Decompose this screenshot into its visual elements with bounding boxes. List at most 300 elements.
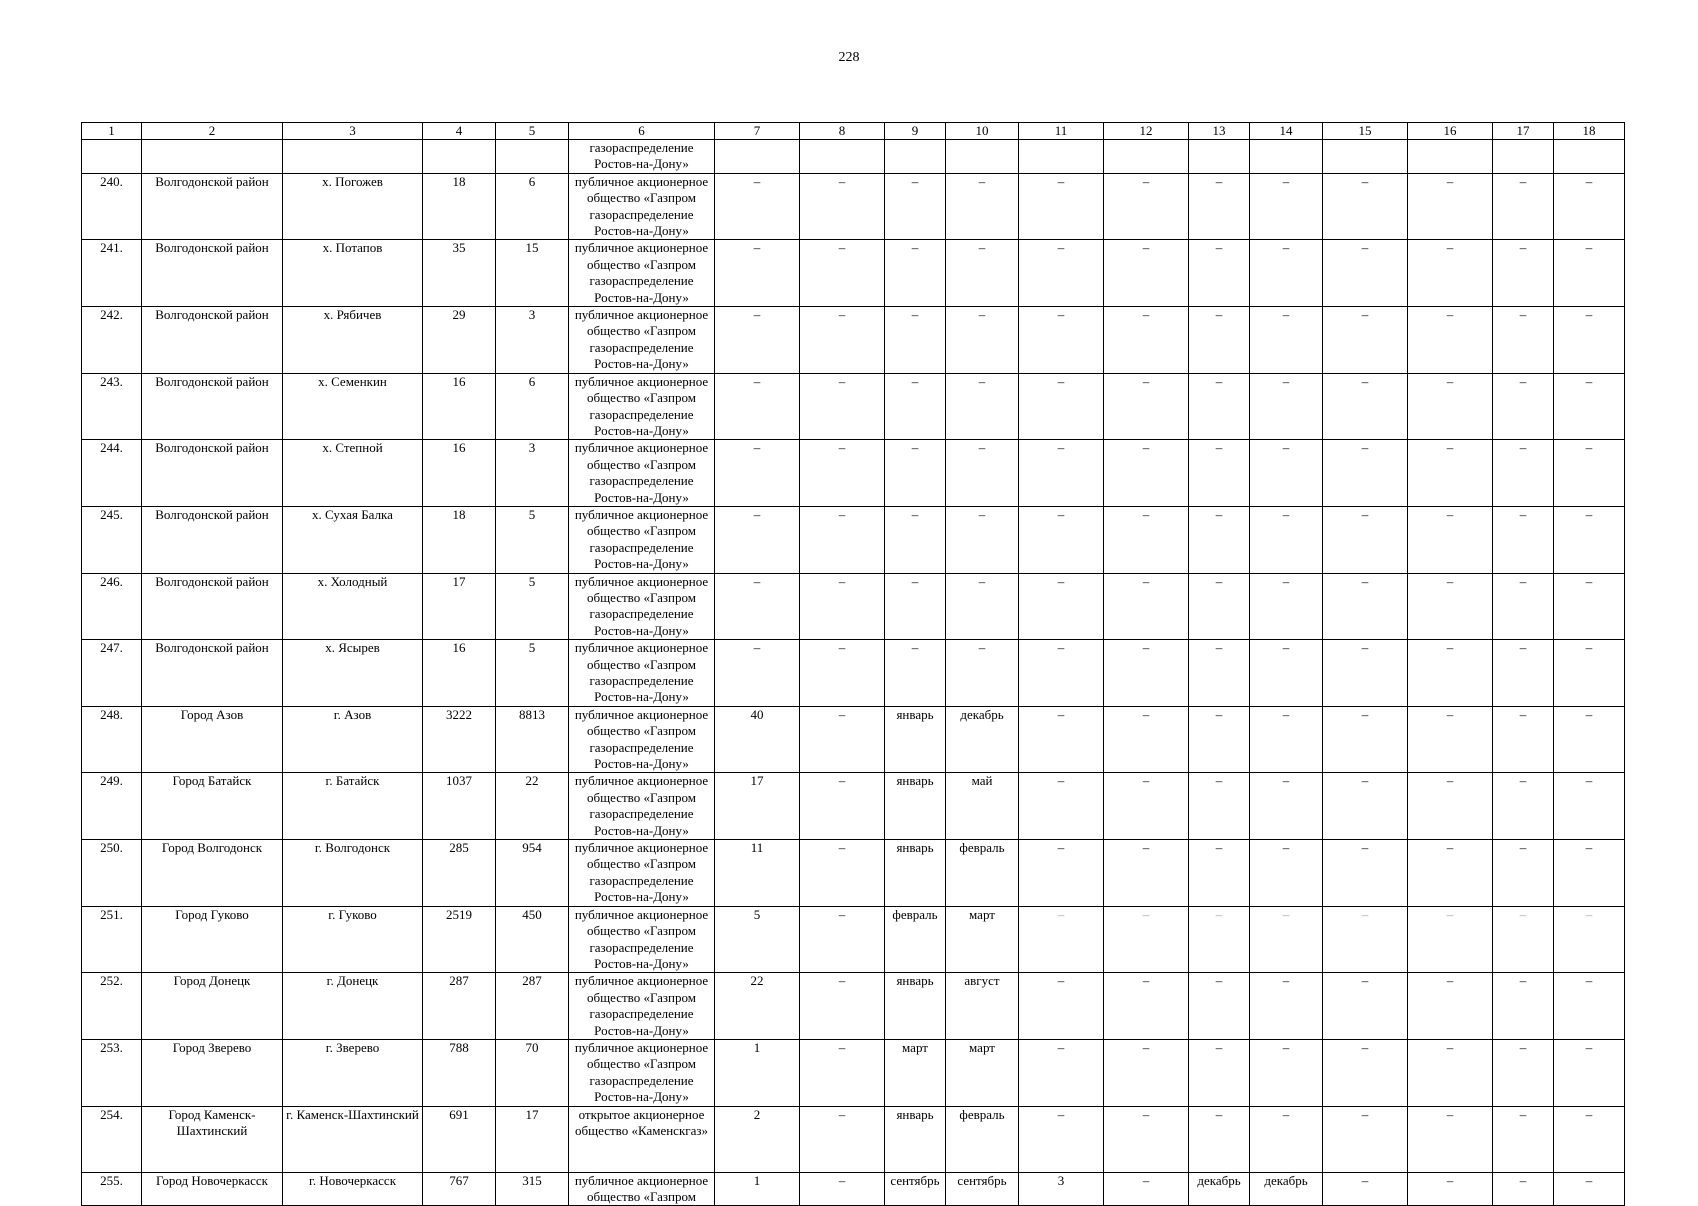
table-cell-col-15 xyxy=(1323,140,1408,174)
table-cell-col-10: август xyxy=(946,973,1019,1040)
table-cell-col-1: 242. xyxy=(82,307,142,374)
table-cell-col-1: 249. xyxy=(82,773,142,840)
table-cell-col-8: – xyxy=(800,440,885,507)
gas-registry-table xyxy=(81,122,1625,1206)
table-cell-col-7: – xyxy=(715,573,800,640)
table-cell-col-15: – xyxy=(1323,773,1408,840)
table-cell-col-6: открытое акционерное общество «Каменскгаз» xyxy=(569,1106,715,1172)
table-cell-col-13: – xyxy=(1189,1106,1250,1172)
table-cell-col-10: – xyxy=(946,506,1019,573)
table-cell-col-5: 287 xyxy=(496,973,569,1040)
column-header-6: 6 xyxy=(569,123,715,140)
table-cell-col-14: – xyxy=(1250,640,1323,707)
table-row xyxy=(82,140,1625,174)
table-cell-col-12: – xyxy=(1104,973,1189,1040)
table-cell-col-6: публичное акционерное общество «Газпром газораспределение Ростов-на-Дону» xyxy=(569,640,715,707)
table-cell-col-3: г. Азов xyxy=(283,706,423,773)
table-cell-col-1: 251. xyxy=(82,906,142,973)
table-cell-col-18: – xyxy=(1554,307,1625,374)
table-cell-col-2: Город Батайск xyxy=(142,773,283,840)
table-cell-col-6: публичное акционерное общество «Газпром газораспределение Ростов-на-Дону» xyxy=(569,1039,715,1106)
table-cell-col-9 xyxy=(885,140,946,174)
table-cell-col-12: – xyxy=(1104,506,1189,573)
table-row xyxy=(82,506,1625,573)
table-cell-col-7: 5 xyxy=(715,906,800,973)
table-cell-col-4: 767 xyxy=(423,1172,496,1206)
table-cell-col-1: 253. xyxy=(82,1039,142,1106)
table-cell-col-7: – xyxy=(715,373,800,440)
table-cell-col-3: х. Ясырев xyxy=(283,640,423,707)
table-cell-col-8: – xyxy=(800,906,885,973)
table-cell-col-11: – xyxy=(1019,240,1104,307)
table-cell-col-10: февраль xyxy=(946,1106,1019,1172)
table-cell-col-5 xyxy=(496,140,569,174)
table-cell-col-15: – xyxy=(1323,240,1408,307)
table-cell-col-16: – xyxy=(1408,440,1493,507)
table-cell-col-8: – xyxy=(800,773,885,840)
table-cell-col-14: – xyxy=(1250,373,1323,440)
table-cell-col-1 xyxy=(82,140,142,174)
table-cell-col-3: г. Гуково xyxy=(283,906,423,973)
table-cell-col-8: – xyxy=(800,173,885,240)
table-cell-col-18: – xyxy=(1554,640,1625,707)
table-cell-col-9: январь xyxy=(885,773,946,840)
table-cell-col-18: – xyxy=(1554,373,1625,440)
table-cell-col-4: 285 xyxy=(423,840,496,907)
table-cell-col-2: Город Гуково xyxy=(142,906,283,973)
table-cell-col-18: – xyxy=(1554,773,1625,840)
table-cell-col-5: 3 xyxy=(496,307,569,374)
table-cell-col-12: – xyxy=(1104,840,1189,907)
table-cell-col-5: 22 xyxy=(496,773,569,840)
table-cell-col-11: – xyxy=(1019,373,1104,440)
table-cell-col-11: – xyxy=(1019,440,1104,507)
column-header-13: 13 xyxy=(1189,123,1250,140)
table-cell-col-8: – xyxy=(800,307,885,374)
table-cell-col-16: – xyxy=(1408,173,1493,240)
table-cell-col-13: декабрь xyxy=(1189,1172,1250,1206)
table-cell-col-11: – xyxy=(1019,773,1104,840)
table-cell-col-15: – xyxy=(1323,173,1408,240)
table-cell-col-14: – xyxy=(1250,906,1323,973)
table-row xyxy=(82,573,1625,640)
table-cell-col-9: февраль xyxy=(885,906,946,973)
table-cell-col-4 xyxy=(423,140,496,174)
table-cell-col-2: Город Новочеркасск xyxy=(142,1172,283,1206)
table-cell-col-17: – xyxy=(1493,640,1554,707)
table-cell-col-9: – xyxy=(885,173,946,240)
table-cell-col-8 xyxy=(800,140,885,174)
table-cell-col-6: публичное акционерное общество «Газпром xyxy=(569,1172,715,1206)
table-row xyxy=(82,440,1625,507)
table-cell-col-16: – xyxy=(1408,840,1493,907)
table-cell-col-11: – xyxy=(1019,573,1104,640)
table-cell-col-13: – xyxy=(1189,773,1250,840)
table-cell-col-13: – xyxy=(1189,706,1250,773)
table-row xyxy=(82,840,1625,907)
table-cell-col-14: – xyxy=(1250,440,1323,507)
table-cell-col-17 xyxy=(1493,140,1554,174)
table-cell-col-5: 8813 xyxy=(496,706,569,773)
table-cell-col-4: 3222 xyxy=(423,706,496,773)
table-cell-col-9: март xyxy=(885,1039,946,1106)
table-cell-col-9: – xyxy=(885,506,946,573)
table-cell-col-16 xyxy=(1408,140,1493,174)
table-cell-col-8: – xyxy=(800,506,885,573)
table-cell-col-17: – xyxy=(1493,440,1554,507)
table-cell-col-17: – xyxy=(1493,1039,1554,1106)
table-cell-col-13: – xyxy=(1189,373,1250,440)
table-cell-col-6: публичное акционерное общество «Газпром газораспределение Ростов-на-Дону» xyxy=(569,573,715,640)
table-cell-col-8: – xyxy=(800,1106,885,1172)
table-cell-col-17: – xyxy=(1493,307,1554,374)
table-cell-col-10: сентябрь xyxy=(946,1172,1019,1206)
table-cell-col-10: март xyxy=(946,906,1019,973)
table-cell-col-6: публичное акционерное общество «Газпром газораспределение Ростов-на-Дону» xyxy=(569,840,715,907)
column-header-16: 16 xyxy=(1408,123,1493,140)
table-cell-col-14: – xyxy=(1250,973,1323,1040)
table-cell-col-12: – xyxy=(1104,573,1189,640)
table-cell-col-12: – xyxy=(1104,440,1189,507)
table-cell-col-10: март xyxy=(946,1039,1019,1106)
table-cell-col-18: – xyxy=(1554,240,1625,307)
table-cell-col-14 xyxy=(1250,140,1323,174)
table-cell-col-12: – xyxy=(1104,773,1189,840)
column-header-18: 18 xyxy=(1554,123,1625,140)
table-cell-col-16: – xyxy=(1408,906,1493,973)
table-cell-col-4: 29 xyxy=(423,307,496,374)
table-cell-col-6: публичное акционерное общество «Газпром газораспределение Ростов-на-Дону» xyxy=(569,240,715,307)
table-cell-col-18: – xyxy=(1554,973,1625,1040)
table-cell-col-8: – xyxy=(800,373,885,440)
table-cell-col-3: х. Сухая Балка xyxy=(283,506,423,573)
table-cell-col-8: – xyxy=(800,973,885,1040)
table-cell-col-2 xyxy=(142,140,283,174)
table-cell-col-10: май xyxy=(946,773,1019,840)
table-cell-col-4: 2519 xyxy=(423,906,496,973)
table-cell-col-15: – xyxy=(1323,706,1408,773)
column-header-row-group xyxy=(82,123,1625,140)
table-cell-col-15: – xyxy=(1323,1039,1408,1106)
table-cell-col-17: – xyxy=(1493,906,1554,973)
table-cell-col-4: 1037 xyxy=(423,773,496,840)
table-cell-col-15: – xyxy=(1323,440,1408,507)
table-cell-col-7: – xyxy=(715,307,800,374)
table-cell-col-10: февраль xyxy=(946,840,1019,907)
table-cell-col-16: – xyxy=(1408,373,1493,440)
table-cell-col-7: – xyxy=(715,173,800,240)
table-cell-col-7 xyxy=(715,140,800,174)
table-cell-col-3: г. Донецк xyxy=(283,973,423,1040)
table-row xyxy=(82,773,1625,840)
table-cell-col-14: – xyxy=(1250,1106,1323,1172)
table-cell-col-15: – xyxy=(1323,506,1408,573)
table-cell-col-6: публичное акционерное общество «Газпром газораспределение Ростов-на-Дону» xyxy=(569,973,715,1040)
table-cell-col-4: 16 xyxy=(423,640,496,707)
table-cell-col-11: – xyxy=(1019,640,1104,707)
table-cell-col-1: 255. xyxy=(82,1172,142,1206)
table-cell-col-6: публичное акционерное общество «Газпром газораспределение Ростов-на-Дону» xyxy=(569,307,715,374)
column-header-3: 3 xyxy=(283,123,423,140)
table-cell-col-6: публичное акционерное общество «Газпром газораспределение Ростов-на-Дону» xyxy=(569,506,715,573)
table-cell-col-6: публичное акционерное общество «Газпром газораспределение Ростов-на-Дону» xyxy=(569,773,715,840)
table-cell-col-14: – xyxy=(1250,173,1323,240)
table-cell-col-2: Город Зверево xyxy=(142,1039,283,1106)
table-cell-col-4: 16 xyxy=(423,373,496,440)
table-cell-col-13: – xyxy=(1189,307,1250,374)
table-cell-col-6: газораспределение Ростов-на-Дону» xyxy=(569,140,715,174)
table-cell-col-5: 954 xyxy=(496,840,569,907)
table-cell-col-13: – xyxy=(1189,440,1250,507)
table-cell-col-10: – xyxy=(946,240,1019,307)
column-header-15: 15 xyxy=(1323,123,1408,140)
table-cell-col-1: 252. xyxy=(82,973,142,1040)
table-cell-col-14: декабрь xyxy=(1250,1172,1323,1206)
table-cell-col-3: г. Батайск xyxy=(283,773,423,840)
table-cell-col-18: – xyxy=(1554,573,1625,640)
table-cell-col-8: – xyxy=(800,840,885,907)
table-cell-col-16: – xyxy=(1408,1039,1493,1106)
table-cell-col-4: 35 xyxy=(423,240,496,307)
table-cell-col-15: – xyxy=(1323,373,1408,440)
table-cell-col-3: г. Волгодонск xyxy=(283,840,423,907)
table-cell-col-9: – xyxy=(885,640,946,707)
table-cell-col-8: – xyxy=(800,706,885,773)
table-cell-col-18: – xyxy=(1554,173,1625,240)
table-row xyxy=(82,1039,1625,1106)
table-cell-col-9: – xyxy=(885,373,946,440)
table-cell-col-12: – xyxy=(1104,1106,1189,1172)
table-cell-col-2: Волгодонской район xyxy=(142,173,283,240)
table-cell-col-3: х. Погожев xyxy=(283,173,423,240)
table-cell-col-5: 6 xyxy=(496,373,569,440)
column-header-5: 5 xyxy=(496,123,569,140)
table-cell-col-4: 16 xyxy=(423,440,496,507)
table-cell-col-15: – xyxy=(1323,307,1408,374)
table-cell-col-7: – xyxy=(715,506,800,573)
table-cell-col-3 xyxy=(283,140,423,174)
table-cell-col-1: 243. xyxy=(82,373,142,440)
table-cell-col-12: – xyxy=(1104,640,1189,707)
table-cell-col-13: – xyxy=(1189,973,1250,1040)
table-cell-col-6: публичное акционерное общество «Газпром газораспределение Ростов-на-Дону» xyxy=(569,440,715,507)
table-cell-col-18: – xyxy=(1554,906,1625,973)
table-cell-col-15: – xyxy=(1323,973,1408,1040)
table-cell-col-2: Волгодонской район xyxy=(142,307,283,374)
table-cell-col-5: 5 xyxy=(496,640,569,707)
table-cell-col-18: – xyxy=(1554,1039,1625,1106)
table-cell-col-10: – xyxy=(946,640,1019,707)
table-cell-col-17: – xyxy=(1493,1172,1554,1206)
table-cell-col-2: Волгодонской район xyxy=(142,640,283,707)
column-header-9: 9 xyxy=(885,123,946,140)
table-cell-col-14: – xyxy=(1250,240,1323,307)
table-cell-col-3: г. Новочеркасск xyxy=(283,1172,423,1206)
table-cell-col-6: публичное акционерное общество «Газпром газораспределение Ростов-на-Дону» xyxy=(569,173,715,240)
table-cell-col-13: – xyxy=(1189,1039,1250,1106)
table-cell-col-4: 788 xyxy=(423,1039,496,1106)
table-cell-col-12: – xyxy=(1104,906,1189,973)
column-header-7: 7 xyxy=(715,123,800,140)
table-cell-col-6: публичное акционерное общество «Газпром газораспределение Ростов-на-Дону» xyxy=(569,706,715,773)
table-cell-col-12: – xyxy=(1104,307,1189,374)
table-cell-col-7: 2 xyxy=(715,1106,800,1172)
table-cell-col-12 xyxy=(1104,140,1189,174)
table-cell-col-7: – xyxy=(715,440,800,507)
table-row xyxy=(82,906,1625,973)
table-cell-col-11: – xyxy=(1019,973,1104,1040)
table-cell-col-11: – xyxy=(1019,706,1104,773)
table-cell-col-1: 246. xyxy=(82,573,142,640)
table-cell-col-4: 17 xyxy=(423,573,496,640)
table-cell-col-16: – xyxy=(1408,307,1493,374)
table-cell-col-10: – xyxy=(946,173,1019,240)
table-cell-col-13: – xyxy=(1189,906,1250,973)
table-cell-col-2: Волгодонской район xyxy=(142,440,283,507)
table-cell-col-10: – xyxy=(946,373,1019,440)
table-cell-col-12: – xyxy=(1104,173,1189,240)
table-cell-col-17: – xyxy=(1493,706,1554,773)
table-cell-col-3: х. Потапов xyxy=(283,240,423,307)
table-cell-col-9: январь xyxy=(885,973,946,1040)
table-row xyxy=(82,973,1625,1040)
table-cell-col-7: 1 xyxy=(715,1039,800,1106)
column-header-14: 14 xyxy=(1250,123,1323,140)
table-row xyxy=(82,706,1625,773)
table-cell-col-10: – xyxy=(946,440,1019,507)
table-cell-col-13: – xyxy=(1189,573,1250,640)
table-cell-col-2: Волгодонской район xyxy=(142,573,283,640)
table-cell-col-5: 15 xyxy=(496,240,569,307)
table-cell-col-11: – xyxy=(1019,840,1104,907)
table-cell-col-8: – xyxy=(800,640,885,707)
column-header-10: 10 xyxy=(946,123,1019,140)
table-cell-col-2: Город Каменск-Шахтинский xyxy=(142,1106,283,1172)
table-cell-col-2: Волгодонской район xyxy=(142,373,283,440)
table-cell-col-3: х. Рябичев xyxy=(283,307,423,374)
table-cell-col-16: – xyxy=(1408,973,1493,1040)
table-cell-col-18: – xyxy=(1554,506,1625,573)
table-row xyxy=(82,1172,1625,1206)
table-cell-col-1: 244. xyxy=(82,440,142,507)
table-cell-col-10: – xyxy=(946,307,1019,374)
table-cell-col-5: 3 xyxy=(496,440,569,507)
column-header-2: 2 xyxy=(142,123,283,140)
table-cell-col-7: 11 xyxy=(715,840,800,907)
table-cell-col-18: – xyxy=(1554,706,1625,773)
table-cell-col-14: – xyxy=(1250,1039,1323,1106)
table-cell-col-3: г. Зверево xyxy=(283,1039,423,1106)
table-cell-col-11: – xyxy=(1019,906,1104,973)
table-cell-col-14: – xyxy=(1250,840,1323,907)
table-cell-col-3: г. Каменск-Шахтинский xyxy=(283,1106,423,1172)
table-cell-col-15: – xyxy=(1323,1172,1408,1206)
column-header-1: 1 xyxy=(82,123,142,140)
table-cell-col-9: – xyxy=(885,573,946,640)
table-cell-col-18 xyxy=(1554,140,1625,174)
table-cell-col-18: – xyxy=(1554,1106,1625,1172)
table-cell-col-14: – xyxy=(1250,773,1323,840)
table-cell-col-3: х. Семенкин xyxy=(283,373,423,440)
table-cell-col-16: – xyxy=(1408,1172,1493,1206)
table-cell-col-18: – xyxy=(1554,1172,1625,1206)
table-cell-col-11: – xyxy=(1019,307,1104,374)
table-cell-col-5: 315 xyxy=(496,1172,569,1206)
column-header-12: 12 xyxy=(1104,123,1189,140)
column-header-17: 17 xyxy=(1493,123,1554,140)
table-cell-col-17: – xyxy=(1493,773,1554,840)
table-cell-col-1: 245. xyxy=(82,506,142,573)
table-cell-col-11 xyxy=(1019,140,1104,174)
table-cell-col-9: – xyxy=(885,440,946,507)
table-cell-col-15: – xyxy=(1323,906,1408,973)
table-cell-col-18: – xyxy=(1554,440,1625,507)
table-cell-col-16: – xyxy=(1408,640,1493,707)
table-cell-col-2: Город Волгодонск xyxy=(142,840,283,907)
table-cell-col-7: 17 xyxy=(715,773,800,840)
table-cell-col-10 xyxy=(946,140,1019,174)
table-cell-col-15: – xyxy=(1323,840,1408,907)
table-cell-col-7: 1 xyxy=(715,1172,800,1206)
table-cell-col-15: – xyxy=(1323,640,1408,707)
table-cell-col-11: – xyxy=(1019,173,1104,240)
table-cell-col-17: – xyxy=(1493,1106,1554,1172)
table-cell-col-1: 250. xyxy=(82,840,142,907)
table-cell-col-13: – xyxy=(1189,840,1250,907)
table-cell-col-3: х. Степной xyxy=(283,440,423,507)
table-cell-col-13: – xyxy=(1189,506,1250,573)
table-body xyxy=(82,140,1625,1206)
table-cell-col-2: Волгодонской район xyxy=(142,506,283,573)
table-cell-col-4: 691 xyxy=(423,1106,496,1172)
table-cell-col-8: – xyxy=(800,240,885,307)
table-cell-col-11: – xyxy=(1019,1039,1104,1106)
table-cell-col-8: – xyxy=(800,573,885,640)
table-cell-col-8: – xyxy=(800,1172,885,1206)
table-cell-col-11: 3 xyxy=(1019,1172,1104,1206)
table-cell-col-14: – xyxy=(1250,307,1323,374)
table-cell-col-16: – xyxy=(1408,240,1493,307)
column-header-4: 4 xyxy=(423,123,496,140)
table-cell-col-16: – xyxy=(1408,1106,1493,1172)
table-cell-col-15: – xyxy=(1323,573,1408,640)
table-cell-col-6: публичное акционерное общество «Газпром газораспределение Ростов-на-Дону» xyxy=(569,373,715,440)
table-cell-col-1: 254. xyxy=(82,1106,142,1172)
table-cell-col-7: – xyxy=(715,640,800,707)
table-cell-col-11: – xyxy=(1019,1106,1104,1172)
table-cell-col-4: 18 xyxy=(423,173,496,240)
table-cell-col-9: сентябрь xyxy=(885,1172,946,1206)
table-cell-col-5: 450 xyxy=(496,906,569,973)
table-cell-col-18: – xyxy=(1554,840,1625,907)
table-row xyxy=(82,1106,1625,1172)
table-row xyxy=(82,173,1625,240)
table-cell-col-3: х. Холодный xyxy=(283,573,423,640)
table-cell-col-17: – xyxy=(1493,973,1554,1040)
table-cell-col-13: – xyxy=(1189,173,1250,240)
table-cell-col-9: – xyxy=(885,240,946,307)
table-cell-col-1: 240. xyxy=(82,173,142,240)
table-row xyxy=(82,307,1625,374)
page-number: 228 xyxy=(838,50,860,65)
table-cell-col-12: – xyxy=(1104,1039,1189,1106)
table-cell-col-13: – xyxy=(1189,640,1250,707)
table-cell-col-7: 22 xyxy=(715,973,800,1040)
table-cell-col-9: январь xyxy=(885,840,946,907)
table-row xyxy=(82,373,1625,440)
table-cell-col-9: – xyxy=(885,307,946,374)
table-cell-col-17: – xyxy=(1493,840,1554,907)
